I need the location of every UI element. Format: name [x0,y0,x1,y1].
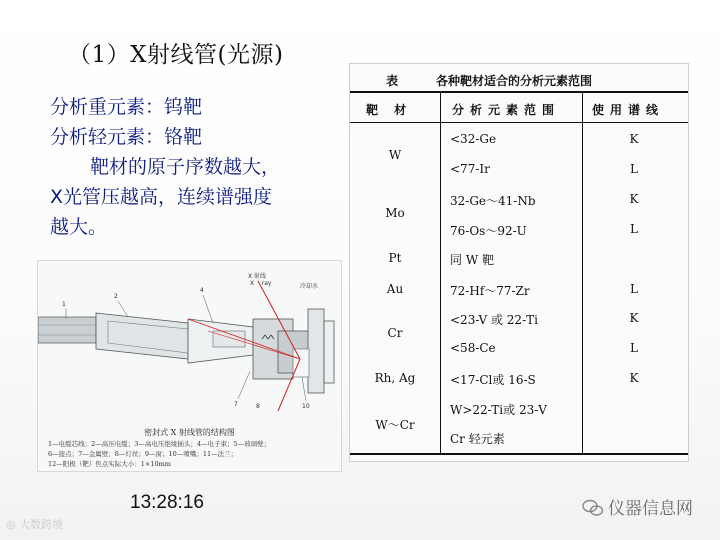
table-header-rule [350,122,688,123]
cell-range: <23-V 或 22-Ti [450,313,538,327]
cell-target: W～Cr [375,418,415,432]
label-part-4: 4 [200,287,204,294]
legend-line: 12—阳极（靶）焦点实际大小：1×10mm [48,460,171,468]
label-part-8: 8 [256,403,260,410]
cell-range: <77-Ir [450,162,490,176]
label-xray-en: X ray [250,280,272,287]
cell-range: <58-Ce [450,341,496,355]
bullet-line: X光管压越高，连续谱强度 [50,186,273,208]
watermark-left [6,516,63,532]
cell-range: 32-Ge～41-Nb [450,194,536,208]
wechat-icon [582,499,604,517]
bullet-line: 分析重元素：钨靶 [50,96,203,118]
cell-range: W>22-Ti或 23-V [450,403,547,417]
watermark-right-text: 仪器信息网 [608,499,693,519]
diagram-legend [48,439,338,469]
cell-target: W [388,148,402,162]
cell-line: K [629,192,639,206]
column-divider [440,93,441,453]
header-spectral-line: 使用谱线 [592,103,665,117]
camera-icon: ◎ [6,518,20,531]
header-element-range: 分析元素范围 [452,103,561,117]
table-top-rule [350,91,688,93]
label-xray-cn: X 射线 [248,273,267,280]
cell-line: L [630,282,638,296]
cell-line: K [629,132,639,146]
legend-line: 1—电缆芯线；2—高压电缆；3—高电压绝缘插头；4—电子束；5—玻璃壁； [48,440,271,448]
target-material-table [349,63,689,462]
legend-line: 6—接点；7—金属壁；8—灯丝；9—窗；10—喷嘴；11—法兰； [48,450,238,458]
xray-tube-diagram [37,260,342,472]
table-caption-label: 表 [386,74,399,88]
timestamp: 13:28:16 [130,492,204,513]
label-part-10: 10 [302,403,310,410]
xray-tube-drawing [38,261,341,426]
label-part-7: 7 [234,401,238,408]
cell-line: L [630,162,638,176]
cell-line: K [629,371,639,385]
diagram-caption: 密封式 X 射线管的结构图 [144,428,235,437]
cell-range: Cr 轻元素 [450,432,505,446]
cell-target: Mo [385,206,405,220]
bullet-list [50,92,350,242]
watermark-left-text: 大数跨境 [19,518,64,531]
table-caption-text: 各种靶材适合的分析元素范围 [436,74,593,88]
bullet-line: 越大。 [50,216,108,238]
cell-line: L [630,341,638,355]
cell-line: K [629,311,639,325]
cell-range: 同 W 靶 [450,253,494,267]
slide-title: （1）X射线管(光源) [68,42,284,68]
header-target: 靶 材 [366,103,413,117]
table-bottom-rule [350,453,688,455]
cell-target: Rh, Ag [374,371,416,385]
label-part-2: 2 [114,293,118,300]
label-cooling-water: 冷却水 [300,283,319,290]
label-part-1: 1 [62,301,66,308]
cell-range: <17-Cl或 16-S [450,373,536,387]
watermark-right [582,494,693,519]
bullet-line: 靶材的原子序数越大， [90,156,281,178]
cell-range: <32-Ge [450,132,497,146]
column-divider [582,93,583,453]
cell-target: Au [386,282,404,296]
cell-target: Cr [387,326,403,340]
bullet-line: 分析轻元素：铬靶 [50,126,203,148]
cell-line: L [630,222,638,236]
cell-range: 76-Os～92-U [450,224,527,238]
cell-target: Pt [388,251,402,265]
cell-range: 72-Hf～77-Zr [450,284,530,298]
